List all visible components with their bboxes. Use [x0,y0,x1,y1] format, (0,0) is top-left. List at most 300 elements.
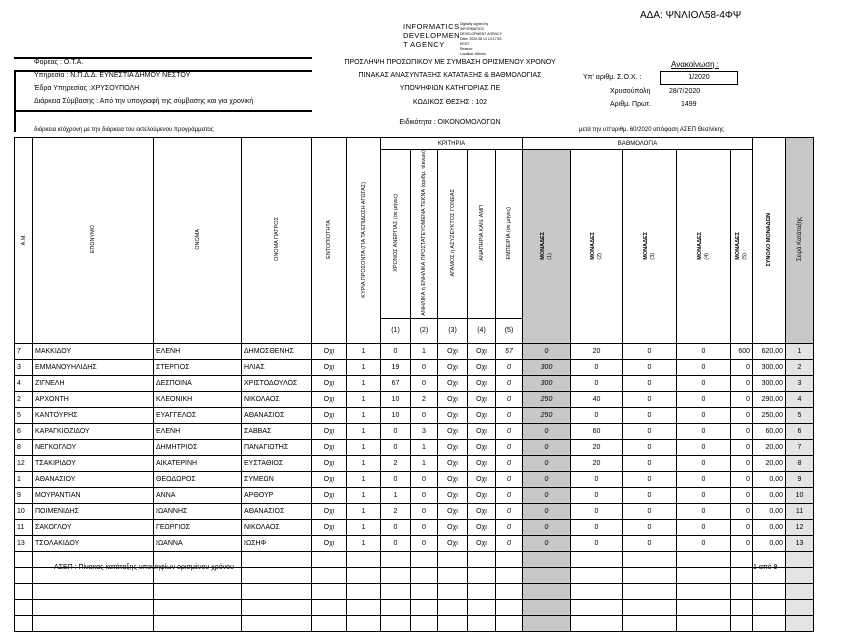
cell-k2: 1 [411,455,438,471]
cell-m4: 0 [677,439,731,455]
cell-k2: 0 [411,359,438,375]
cell-m1: 300 [523,375,571,391]
edra: Έδρα Υπηρεσίας :ΧΡΥΣΟΥΠΟΛΗ [34,85,140,92]
table-row [15,343,814,359]
cell-father: ΣΥΜΕΩΝ [242,471,312,487]
cell-kyria: 1 [347,439,381,455]
cell-rank: 7 [786,439,814,455]
cell-m2: 0 [571,407,623,423]
cell-k4: Οχι [468,343,496,359]
empty-cell [312,583,347,599]
col-total [753,138,786,344]
cell-k4: Οχι [468,439,496,455]
cell-name: ΙΩΑΝΝΗΣ [154,503,242,519]
cell-name: ΑΙΚΑΤΕΡΙΝΗ [154,455,242,471]
cell-father: ΝΙΚΟΛΑΟΣ [242,391,312,407]
cell-am: 12 [15,455,33,471]
cell-k5: 0 [496,439,523,455]
col-k1-label: ΧΡΟΝΟΣ ΑΝΕΡΓΙΑΣ (σε μήνες) [392,194,399,272]
table-row [15,375,814,391]
cell-rank: 4 [786,391,814,407]
col-name [154,138,242,344]
cell-am: 8 [15,439,33,455]
table-row [15,455,814,471]
empty-cell [523,567,571,583]
cell-m5: 0 [731,455,753,471]
date-value: 28/7/2020 [669,88,701,95]
cell-k2: 3 [411,423,438,439]
cell-m2: 20 [571,439,623,455]
cell-name: ΙΩΑΝΝΑ [154,535,242,551]
cell-surname: ΕΜΜΑΝΟΥΗΛΙΔΗΣ [33,359,154,375]
empty-cell [438,583,468,599]
cell-total: 60,00 [753,423,786,439]
empty-cell [753,583,786,599]
empty-cell [15,583,33,599]
cell-father: ΧΡΙΣΤΟΔΟΥΛΟΣ [242,375,312,391]
cell-kyria: 1 [347,503,381,519]
cell-rank: 6 [786,423,814,439]
table-row [15,487,814,503]
prot-label: Αριθμ. Πρωτ. [610,101,652,108]
table-row [15,439,814,455]
empty-cell [571,583,623,599]
empty-cell [154,583,242,599]
empty-cell [677,583,731,599]
cell-k5: 0 [496,391,523,407]
cell-name: ΔΗΜΗΤΡΙΟΣ [154,439,242,455]
cell-m3: 0 [623,519,677,535]
footer-left: ΑΣΕΠ : Πίνακας κατάταξης υποψηφίων ορισμένου χρόνου [54,564,234,571]
cell-ent: Οχι [312,375,347,391]
cell-k2: 0 [411,503,438,519]
sig-line: EEST [460,42,470,46]
cell-m3: 0 [623,407,677,423]
empty-cell [731,599,753,615]
cell-m3: 0 [623,503,677,519]
empty-cell [677,551,731,567]
empty-cell [753,599,786,615]
cell-k3: Οχι [438,503,468,519]
col-name-label: ΟΝΟΜΑ [194,228,201,250]
cell-k5: 0 [496,503,523,519]
empty-cell [468,551,496,567]
cell-surname: ΠΟΙΜΕΝΙΔΗΣ [33,503,154,519]
cell-m5: 0 [731,391,753,407]
header-line-3: ΥΠΟΨΗΦΙΩΝ ΚΑΤΗΓΟΡΙΑΣ ΠΕ [399,85,501,92]
empty-cell [347,583,381,599]
cell-m5: 0 [731,423,753,439]
col-m4-num: (4) [704,252,711,260]
empty-cell [381,551,411,567]
cell-am: 9 [15,487,33,503]
empty-cell [786,599,814,615]
cell-m4: 0 [677,359,731,375]
cell-k1: 0 [381,343,411,359]
table-row [15,391,814,407]
cell-surname: ΖΙΓΝΕΛΗ [33,375,154,391]
empty-cell [623,599,677,615]
col-m3-num: (3) [650,252,657,260]
empty-cell [438,567,468,583]
cell-m4: 0 [677,503,731,519]
empty-cell [571,615,623,631]
cell-ent: Οχι [312,423,347,439]
empty-cell [468,599,496,615]
cell-surname: ΑΘΑΝΑΣΙΟΥ [33,471,154,487]
empty-cell [523,599,571,615]
empty-cell [786,583,814,599]
cell-ent: Οχι [312,487,347,503]
cell-k3: Οχι [438,359,468,375]
cell-m1: 0 [523,519,571,535]
col-k5-num: (5) [496,318,523,343]
header-line-2: ΠΙΝΑΚΑΣ ΑΝΑΣΥΝΤΑΞΗΣ ΚΑΤΑΤΑΞΗΣ & ΒΑΘΜΟΛΟΓΙΑΣ [358,72,542,79]
cell-k2: 2 [411,391,438,407]
empty-cell [677,615,731,631]
cell-total: 290,00 [753,391,786,407]
ypiresia: Υπηρεσία : Ν.Π.Δ.Δ. ΕΥΝΕΣΤΙΑ ΔΗΜΟΥ ΝΕΣΤΟΥ [34,72,191,79]
header-line-1: ΠΡΟΣΛΗΨΗ ΠΡΟΣΩΠΙΚΟΥ ΜΕ ΣΥΜΒΑΣΗ ΟΡΙΣΜΕΝΟΥ ΧΡΟΝΟΥ [344,59,556,66]
table-row [15,407,814,423]
cell-m3: 0 [623,535,677,551]
col-k3 [438,150,468,319]
cell-k1: 0 [381,535,411,551]
cell-k5: 0 [496,519,523,535]
cell-m5: 0 [731,487,753,503]
empty-cell [468,583,496,599]
cell-kyria: 1 [347,487,381,503]
empty-cell [496,567,523,583]
cell-ent: Οχι [312,503,347,519]
cell-m1: 0 [523,503,571,519]
cell-rank: 12 [786,519,814,535]
cell-total: 0,00 [753,503,786,519]
empty-cell [496,551,523,567]
cell-surname: ΤΣΑΚΙΡΙΔΟΥ [33,455,154,471]
cell-rank: 9 [786,471,814,487]
cell-kyria: 1 [347,375,381,391]
cell-total: 20,00 [753,439,786,455]
col-k5-label: ΕΜΠΕΙΡΙΑ (σε μήνες) [506,206,512,260]
specialty: Ειδικότητα : ΟΙΚΟΝΟΜΟΛΟΓΩΝ [399,119,501,126]
empty-cell [623,615,677,631]
cell-m5: 0 [731,471,753,487]
col-entopiotita-label: ΕΝΤΟΠΙΟΤΗΤΑ [326,219,332,259]
empty-cell [312,551,347,567]
empty-cell [15,567,33,583]
cell-am: 11 [15,519,33,535]
col-m5-label: ΜΟΝΑΔΕΣ [734,231,741,260]
col-surname-label: ΕΠΩΝΥΜΟ [90,225,96,254]
empty-cell [242,615,312,631]
col-surname [33,138,154,344]
cell-total: 0,00 [753,535,786,551]
cell-m4: 0 [677,535,731,551]
cell-k1: 0 [381,439,411,455]
cell-am: 6 [15,423,33,439]
empty-cell [438,615,468,631]
cell-father: ΑΘΑΝΑΣΙΟΣ [242,407,312,423]
cell-am: 7 [15,343,33,359]
cell-name: ΓΕΩΡΓΙΟΣ [154,519,242,535]
empty-cell [677,599,731,615]
col-k2-label: ΑΝΗΛΙΚΑ ή ΕΝΗΛΙΚΑ ΠΡΟΣΤΑΤΕΥΟΜΕΝΑ ΤΕΚΝΑ (αριθμ. τέκνων) [421,150,427,316]
empty-cell [438,551,468,567]
cell-am: 4 [15,375,33,391]
empty-cell [571,551,623,567]
cell-name: ΑΝΝΑ [154,487,242,503]
cell-kyria: 1 [347,471,381,487]
cell-m4: 0 [677,487,731,503]
cell-rank: 11 [786,503,814,519]
cell-kyria: 1 [347,359,381,375]
cell-rank: 8 [786,455,814,471]
empty-cell [312,615,347,631]
cell-total: 300,00 [753,359,786,375]
cell-m3: 0 [623,439,677,455]
cell-k1: 10 [381,391,411,407]
cell-m3: 0 [623,423,677,439]
empty-cell [347,551,381,567]
sig-line: Date: 2020.08.13 13:17:53 [460,37,502,41]
empty-cell [242,551,312,567]
cell-kyria: 1 [347,535,381,551]
cell-k1: 19 [381,359,411,375]
col-k4 [468,150,496,319]
empty-cell [496,583,523,599]
cell-m4: 0 [677,519,731,535]
cell-k1: 0 [381,519,411,535]
cell-m5: 0 [731,359,753,375]
empty-cell [731,583,753,599]
empty-cell [677,567,731,583]
cell-rank: 2 [786,359,814,375]
sig-line: Location: Athens [460,52,486,56]
cell-k4: Οχι [468,407,496,423]
cell-k2: 0 [411,487,438,503]
cell-k4: Οχι [468,535,496,551]
cell-k1: 1 [381,487,411,503]
cell-k4: Οχι [468,359,496,375]
empty-cell [381,583,411,599]
foreas: Φορέας : Ο.Τ.Α. [34,59,84,66]
empty-cell [347,599,381,615]
cell-k2: 0 [411,471,438,487]
cell-m4: 0 [677,407,731,423]
cell-m3: 0 [623,455,677,471]
cell-father: ΗΛΙΑΣ [242,359,312,375]
cell-k1: 10 [381,407,411,423]
criteria-group: ΚΡΙΤΗΡΙΑ [381,138,523,150]
cell-father: ΑΡΘΟΥΡ [242,487,312,503]
table-row [15,471,814,487]
cell-m4: 0 [677,343,731,359]
cell-name: ΔΕΣΠΟΙΝΑ [154,375,242,391]
col-k1-num: (1) [381,318,411,343]
cell-am: 1 [15,471,33,487]
cell-k2: 1 [411,439,438,455]
cell-surname: ΚΑΡΑΓΚΙΟΖΙΔΟΥ [33,423,154,439]
cell-name: ΕΛΕΝΗ [154,423,242,439]
cell-ent: Οχι [312,455,347,471]
cell-surname: ΜΑΚΚΙΔΟΥ [33,343,154,359]
cell-rank: 10 [786,487,814,503]
cell-kyria: 1 [347,343,381,359]
left-info-vrule [14,70,16,132]
cell-rank: 1 [786,343,814,359]
cell-surname: ΑΡΧΟΝΤΗ [33,391,154,407]
cell-k3: Οχι [438,471,468,487]
cell-surname: ΤΣΟΛΑΚΙΔΟΥ [33,535,154,551]
logo-line: DEVELOPMEN [403,31,461,40]
cell-k2: 0 [411,535,438,551]
table-row [15,503,814,519]
empty-cell [523,615,571,631]
sig-line: Reason: [460,47,474,51]
diarkeia-cont: διάρκεια ισόχρονη με την διάρκεια του εκτελούμενου προγράμματος [34,127,214,133]
cell-father: ΠΑΝΑΓΙΩΤΗΣ [242,439,312,455]
empty-cell [438,599,468,615]
cell-k3: Οχι [438,535,468,551]
col-m5 [731,150,753,344]
empty-cell [523,551,571,567]
cell-m1: 0 [523,439,571,455]
sig-line: DEVELOPMENT AGENCY [460,32,502,36]
cell-k4: Οχι [468,471,496,487]
col-m2 [571,150,623,344]
col-kyria-label: ΚΥΡΙΑ ΠΡΟΣΟΝΤΑ (ΓΙΑ ΤΑ ΕΠΙΔΟΣΗ ΑΓΩΓΑΣ) [360,181,367,298]
cell-name: ΚΛΕΟΝΙΚΗ [154,391,242,407]
cell-ent: Οχι [312,391,347,407]
cell-m1: 250 [523,407,571,423]
cell-k3: Οχι [438,455,468,471]
cell-surname: ΣΑΚΟΓΛΟΥ [33,519,154,535]
cell-am: 2 [15,391,33,407]
empty-cell [623,551,677,567]
empty-cell [496,599,523,615]
logo-line: T AGENCY [403,40,445,49]
col-m3 [623,150,677,344]
cell-m2: 0 [571,471,623,487]
cell-kyria: 1 [347,423,381,439]
col-k3-label: ΑΓΑΜΟΣ ή ΑΣΥΖΕΥΚΤΟΣ ΓΟΝΕΑΣ [449,189,456,277]
scoring-group: ΒΑΘΜΟΛΟΓΙΑ [523,138,753,150]
col-k4-label: ΑΝΑΠΗΡΙΑ ΚΑΝ. ΑΜΠ [478,205,485,261]
empty-cell [411,615,438,631]
sig-line: Digitally signed by [460,22,489,26]
cell-m5: 0 [731,439,753,455]
empty-cell [731,551,753,567]
empty-cell [731,567,753,583]
cell-total: 300,00 [753,375,786,391]
cell-k3: Οχι [438,519,468,535]
header-line-4: ΚΩΔΙΚΟΣ ΘΕΣΗΣ : 102 [412,99,488,106]
cell-m5: 0 [731,535,753,551]
cell-father: ΕΥΣΤΑΘΙΟΣ [242,455,312,471]
cell-am: 5 [15,407,33,423]
col-m4 [677,150,731,344]
empty-cell [786,615,814,631]
cell-m1: 300 [523,359,571,375]
empty-cell [786,551,814,567]
cell-am: 13 [15,535,33,551]
cell-ent: Οχι [312,359,347,375]
cell-total: 0,00 [753,519,786,535]
cell-rank: 13 [786,535,814,551]
empty-cell [242,599,312,615]
cell-k4: Οχι [468,455,496,471]
cell-k5: 0 [496,535,523,551]
cell-k5: 0 [496,471,523,487]
cell-am: 10 [15,503,33,519]
cell-m4: 0 [677,375,731,391]
announcement-title: Ανακοίνωση : [671,60,720,69]
empty-cell [347,567,381,583]
cell-m4: 0 [677,391,731,407]
empty-cell [496,615,523,631]
cell-k2: 0 [411,375,438,391]
cell-kyria: 1 [347,455,381,471]
cell-m2: 0 [571,535,623,551]
cell-ent: Οχι [312,471,347,487]
cell-m3: 0 [623,391,677,407]
col-father [242,138,312,344]
cell-m2: 20 [571,343,623,359]
cell-k4: Οχι [468,503,496,519]
empty-cell [571,599,623,615]
cell-m1: 0 [523,487,571,503]
col-m3-label: ΜΟΝΑΔΕΣ [642,231,649,260]
cell-m3: 0 [623,343,677,359]
cell-name: ΣΤΕΡΓΙΟΣ [154,359,242,375]
cell-k3: Οχι [438,391,468,407]
cell-m2: 40 [571,391,623,407]
cell-m1: 0 [523,423,571,439]
cell-m4: 0 [677,423,731,439]
cell-m4: 0 [677,471,731,487]
col-father-label: ΟΝΟΜΑ ΠΑΤΡΟΣ [273,217,280,262]
cell-m3: 0 [623,487,677,503]
table-body [15,343,814,631]
cell-k1: 2 [381,503,411,519]
col-k5 [496,150,523,319]
cell-k5: 0 [496,487,523,503]
cell-m2: 0 [571,519,623,535]
cell-m1: 0 [523,343,571,359]
empty-cell [15,551,33,567]
ada-code: ΑΔΑ: ΨΝΛΙΟΛ58-4ΦΨ [640,10,742,21]
col-m1 [523,150,571,344]
cell-m2: 0 [571,487,623,503]
cell-total: 250,00 [753,407,786,423]
cell-father: ΣΑΒΒΑΣ [242,423,312,439]
cell-m5: 0 [731,503,753,519]
cell-ent: Οχι [312,439,347,455]
col-k4-num: (4) [468,318,496,343]
cell-m5: 0 [731,407,753,423]
cell-ent: Οχι [312,519,347,535]
col-m1-num: (1) [547,252,554,260]
cell-m3: 0 [623,471,677,487]
empty-cell [381,567,411,583]
cell-kyria: 1 [347,407,381,423]
empty-cell [523,583,571,599]
cell-kyria: 1 [347,519,381,535]
table-row [15,535,814,551]
col-m2-label: ΜΟΝΑΔΕΣ [589,231,596,260]
cell-k2: 1 [411,343,438,359]
